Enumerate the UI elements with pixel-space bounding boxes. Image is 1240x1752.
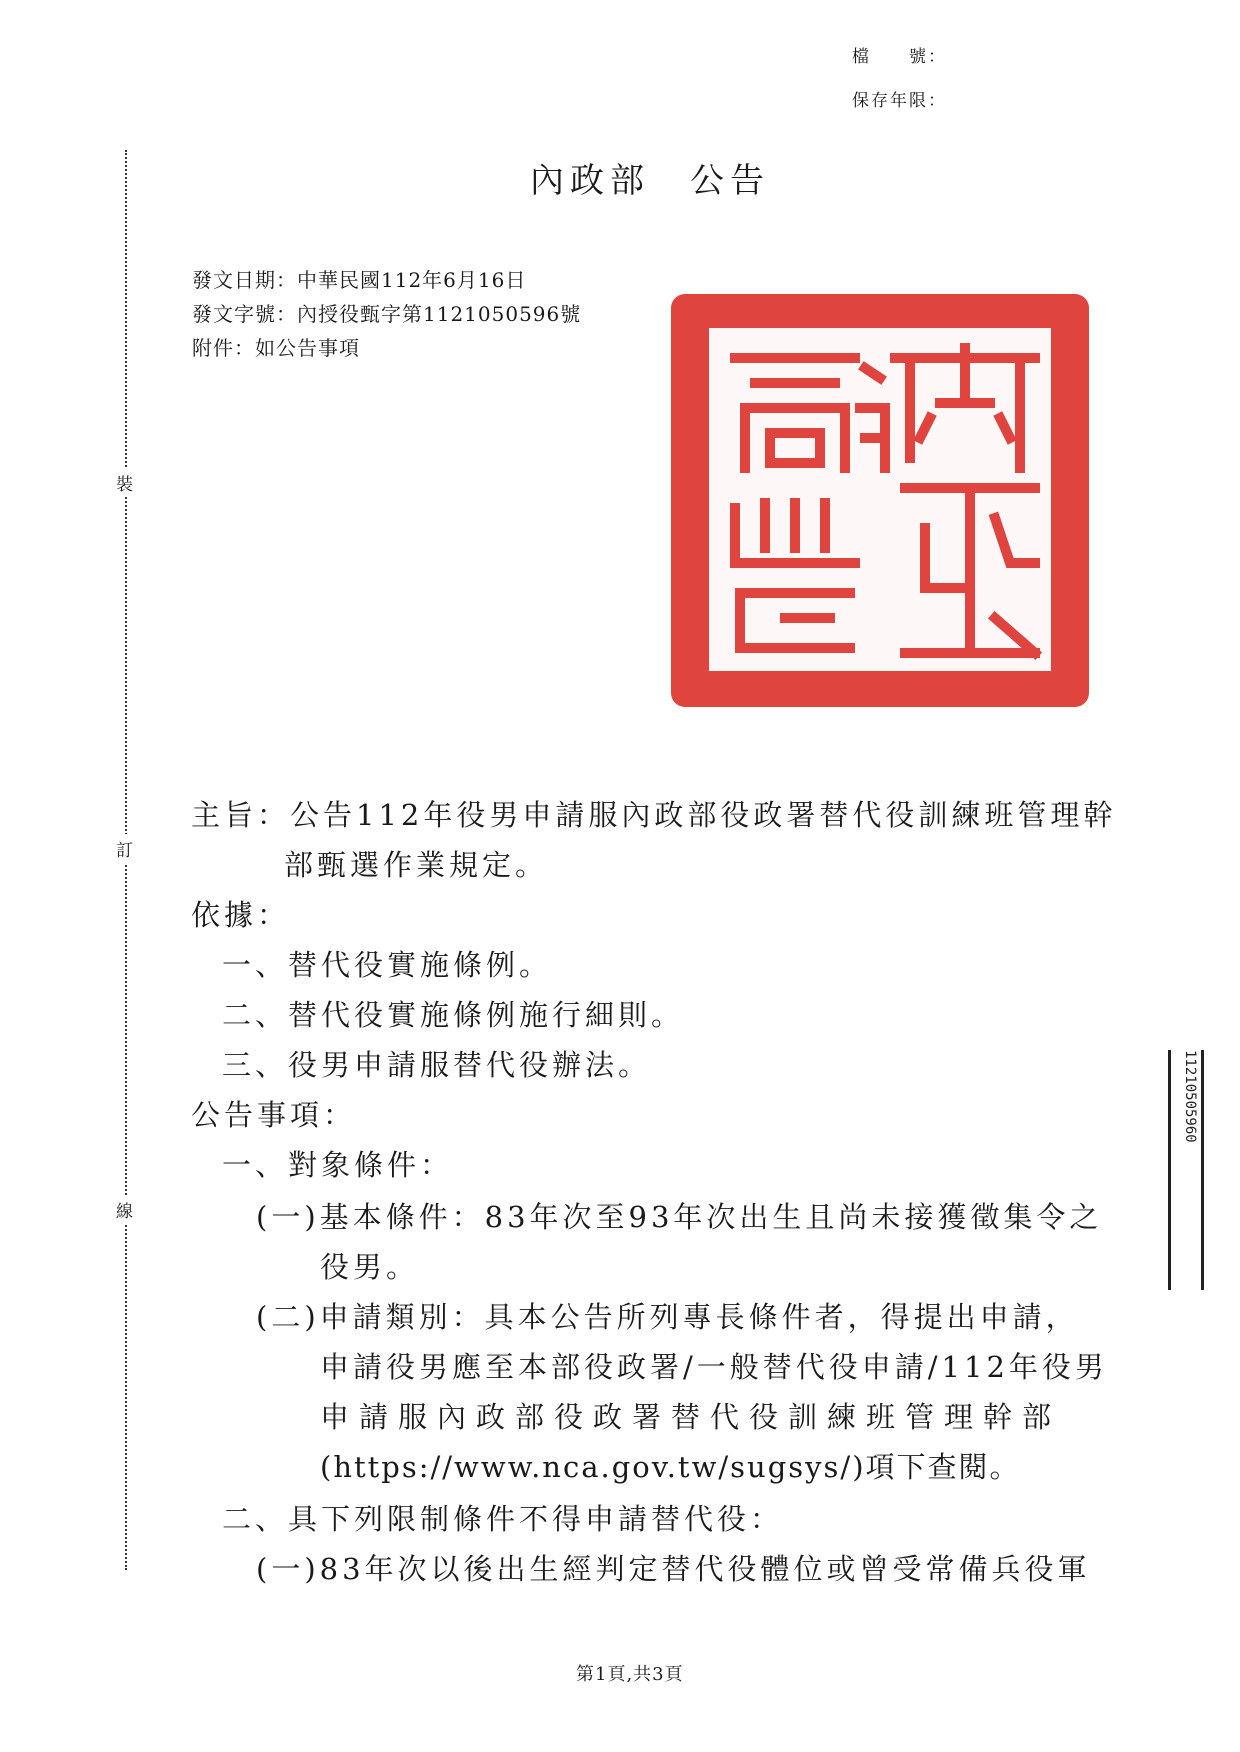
subject-line-2: 部甄選作業規定。 <box>284 848 549 882</box>
item-1-sub-2-line-4: (https://www.nca.gov.tw/sugsys/)項下查閱。 <box>320 1450 1021 1484</box>
notice-heading: 公告事項： <box>191 1098 357 1132</box>
basis-heading: 依據： <box>191 898 291 932</box>
attachment-note: 附件：如公告事項 <box>192 336 360 360</box>
binding-char-xian: 線 <box>116 1195 133 1224</box>
page-number: 第1頁,共3頁 <box>576 1664 684 1685</box>
item-2-heading: 二、具下列限制條件不得申請替代役： <box>222 1502 784 1536</box>
binding-char-zhuang: 裝 <box>116 468 133 497</box>
item-2-sub-1-line-1: (一)83年次以後出生經判定替代役體位或曾受常備兵役軍 <box>256 1552 1091 1586</box>
document-title: 內政部 公告 <box>530 161 770 201</box>
document-number: 發文字號：內授役甄字第1121050596號 <box>192 302 582 326</box>
basis-item-3: 三、役男申請服替代役辦法。 <box>222 1048 652 1082</box>
official-seal <box>665 288 1095 713</box>
item-1-sub-1-line-1: (一)基本條件：83年次至93年次出生且尚未接獲徵集令之 <box>256 1200 1103 1234</box>
retention-period-label: 保存年限： <box>852 91 947 111</box>
item-1-heading: 一、對象條件： <box>222 1148 454 1182</box>
subject-line-1: 主旨：公告112年役男申請服內政部役政署替代役訓練班管理幹 <box>191 798 1117 832</box>
basis-item-2: 二、替代役實施條例施行細則。 <box>222 998 685 1032</box>
item-1-sub-2-line-2: 申請役男應至本部役政署/一般替代役申請/112年役男 <box>320 1350 1108 1384</box>
item-1-sub-1-line-2: 役男。 <box>320 1250 420 1284</box>
item-1-sub-2-line-3: 申請服內政部役政署替代役訓練班管理幹部 <box>320 1400 1062 1434</box>
barcode-number: 11210505960 <box>1182 1050 1198 1143</box>
issue-date: 發文日期：中華民國112年6月16日 <box>192 268 527 292</box>
file-number-label: 檔 號： <box>852 47 947 67</box>
binding-char-ding: 訂 <box>116 834 133 863</box>
basis-item-1: 一、替代役實施條例。 <box>222 948 553 982</box>
item-1-sub-2-line-1: (二)申請類別：具本公告所列專長條件者，得提出申請， <box>256 1300 1079 1334</box>
